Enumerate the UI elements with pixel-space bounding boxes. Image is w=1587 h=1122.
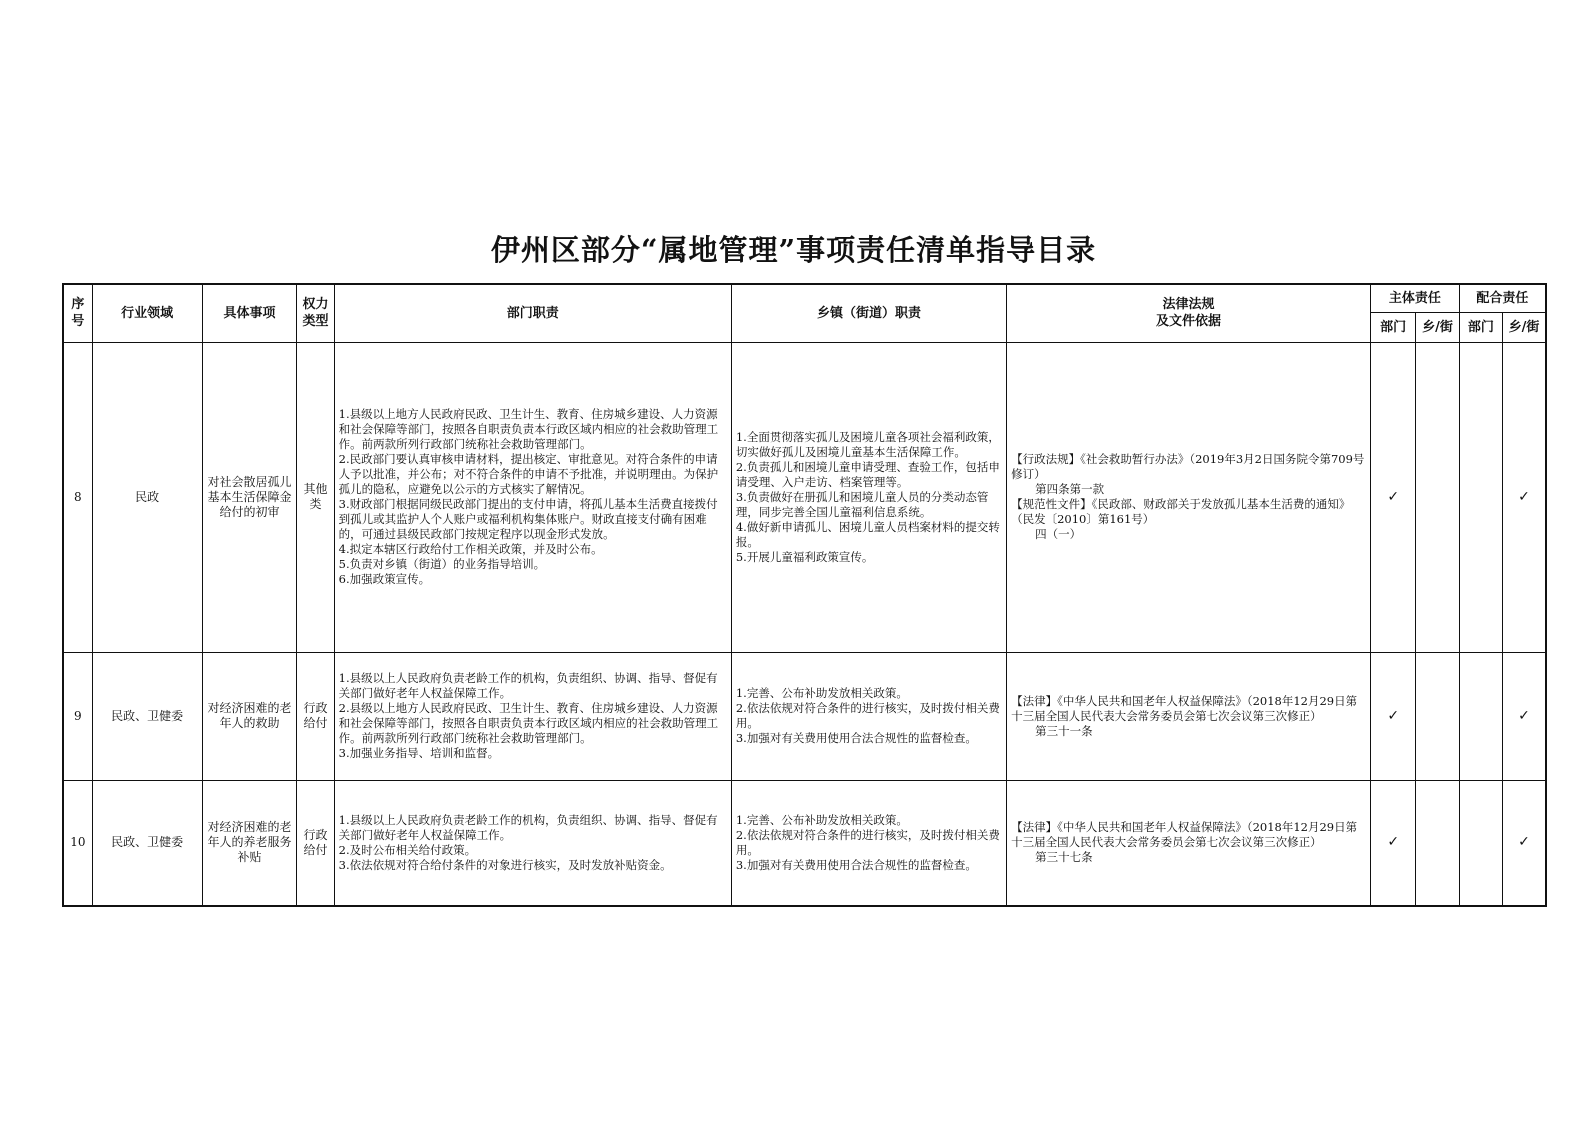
legal-basis-line: 【规范性文件】《民政部、财政部关于发放孤儿基本生活费的通知》（民发〔2010〕第161号） — [1011, 497, 1351, 526]
header-legal-basis — [1007, 284, 1371, 342]
cell-industry: 民政、卫健委 — [92, 780, 202, 906]
cell-town-duty-line: 1.完善、公布补助发放相关政策。 — [735, 686, 908, 700]
cell-legal-basis — [1007, 780, 1371, 906]
cell-seq: 8 — [63, 342, 92, 652]
cell-coop-town-check: ✓ — [1503, 780, 1546, 906]
document-title: 伊州区部分“属地管理”事项责任清单指导目录 — [490, 233, 1097, 267]
cell-dept-duty — [334, 652, 731, 780]
cell-town-duty-line: 3.负责做好在册孤儿和困境儿童人员的分类动态管理，同步完善全国儿童福利信息系统。 — [735, 489, 989, 519]
cell-legal-basis — [1007, 342, 1371, 652]
cell-dept-duty — [334, 342, 731, 652]
cell-town-duty — [731, 342, 1006, 652]
responsibility-table — [62, 283, 1547, 907]
header-town-duty: 乡镇（街道）职责 — [731, 284, 1006, 342]
header-dept-duty: 部门职责 — [334, 284, 731, 342]
header-item: 具体事项 — [202, 284, 297, 342]
legal-basis-line: 【法律】《中华人民共和国老年人权益保障法》（2018年12月29日第十三届全国人民代表大会常务委员会第七次会议第三次修正） — [1011, 820, 1358, 850]
cell-main-town-check — [1416, 652, 1459, 780]
cell-main-town-check — [1416, 342, 1459, 652]
header-coop-dept: 部门 — [1459, 312, 1502, 342]
cell-town-duty-line: 3.加强对有关费用使用合法合规性的监督检查。 — [735, 857, 977, 872]
legal-basis-line: 四（一） — [1035, 527, 1082, 541]
cell-seq: 10 — [63, 780, 92, 906]
header-legal-basis-line1: 法律法规 — [1162, 297, 1215, 313]
cell-item: 对社会散居孤儿基本生活保障金给付的初审 — [202, 342, 297, 652]
legal-basis-line: 【行政法规】《社会救助暂行办法》（2019年3月2日国务院令第709号修订） — [1011, 452, 1365, 481]
cell-dept-duty-line: 3.财政部门根据同级民政部门提出的支付申请，将孤儿基本生活费直接拨付到孤儿或其监护人个人账户或福利机构集体账户。财政直接支付确有困难的，可通过县级民政部门按规定程序以现金形式发放。 — [338, 497, 718, 541]
header-seq: 序号 — [63, 284, 92, 342]
cell-item: 对经济困难的老年人的养老服务补贴 — [202, 780, 297, 906]
cell-dept-duty-line: 3.加强业务指导、培训和监督。 — [338, 746, 500, 760]
header-coop-resp: 配合责任 — [1459, 284, 1546, 312]
cell-industry: 民政、卫健委 — [92, 652, 202, 780]
cell-dept-duty-line: 1.县级以上人民政府负责老龄工作的机构，负责组织、协调、指导、督促有关部门做好老年人权益保障工作。 — [338, 812, 718, 842]
cell-dept-duty-line: 2.民政部门要认真审核申请材料，提出核定、审批意见。对符合条件的申请人予以批准，并公布；对不符合条件的申请不予批准，并说明理由。为保护孤儿的隐私，应避免以公示的方式核实了解情况。 — [338, 452, 719, 496]
header-main-dept: 部门 — [1371, 312, 1416, 342]
cell-dept-duty-line: 3.依法依规对符合给付条件的对象进行核实，及时发放补贴资金。 — [338, 857, 672, 872]
header-power-type: 权力类型 — [297, 284, 334, 342]
table-row — [63, 342, 1546, 652]
cell-town-duty-line: 2.依法依规对符合条件的进行核实，及时拨付相关费用。 — [735, 701, 1000, 730]
cell-dept-duty — [334, 780, 731, 906]
cell-dept-duty-line: 6.加强政策宣传。 — [338, 572, 431, 586]
cell-coop-town-check: ✓ — [1503, 342, 1546, 652]
cell-power-type: 行政给付 — [297, 652, 334, 780]
cell-legal-basis — [1007, 652, 1371, 780]
cell-power-type: 其他类 — [297, 342, 334, 652]
cell-main-town-check — [1416, 780, 1459, 906]
table-row — [63, 780, 1546, 906]
cell-town-duty-line: 4.做好新申请孤儿、困境儿童人员档案材料的提交转报。 — [735, 519, 1000, 549]
table-row — [63, 652, 1546, 780]
cell-industry: 民政 — [92, 342, 202, 652]
header-main-resp: 主体责任 — [1371, 284, 1460, 312]
legal-basis-line: 第三十七条 — [1035, 850, 1093, 865]
legal-basis-line: 第三十一条 — [1035, 723, 1093, 738]
legal-basis-line: 【法律】《中华人民共和国老年人权益保障法》（2018年12月29日第十三届全国人民代表大会常务委员会第七次会议第三次修正） — [1011, 693, 1358, 723]
cell-coop-dept-check — [1459, 780, 1502, 906]
cell-item: 对经济困难的老年人的救助 — [202, 652, 297, 780]
cell-dept-duty-line: 2.及时公布相关给付政策。 — [338, 842, 477, 857]
cell-town-duty-line: 5.开展儿童福利政策宣传。 — [735, 549, 874, 564]
cell-coop-dept-check — [1459, 342, 1502, 652]
cell-dept-duty-line: 1.县级以上地方人民政府民政、卫生计生、教育、住房城乡建设、人力资源和社会保障等部门，按照各自职责负责本行政区域内相应的社会救助管理工作。前两款所列行政部门统称社会救助管理部门。 — [338, 407, 719, 451]
cell-main-dept-check: ✓ — [1371, 652, 1416, 780]
cell-dept-duty-line: 2.县级以上地方人民政府民政、卫生计生、教育、住房城乡建设、人力资源和社会保障等部门，按照各自职责负责本行政区域内相应的社会救助管理工作。前两款所列行政部门统称社会救助管理部门。 — [338, 701, 719, 745]
header-legal-basis-line2: 及文件依据 — [1156, 314, 1222, 330]
cell-power-type: 行政给付 — [297, 780, 334, 906]
cell-coop-dept-check — [1459, 652, 1502, 780]
cell-town-duty-line: 3.加强对有关费用使用合法合规性的监督检查。 — [735, 731, 977, 745]
table-body — [63, 342, 1546, 906]
cell-town-duty-line: 2.依法依规对符合条件的进行核实，及时拨付相关费用。 — [735, 827, 1000, 857]
cell-dept-duty-line: 4.拟定本辖区行政给付工作相关政策，并及时公布。 — [338, 542, 603, 556]
header-industry: 行业领域 — [92, 284, 202, 342]
legal-basis-line: 第四条第一款 — [1035, 482, 1105, 496]
cell-town-duty — [731, 780, 1006, 906]
cell-town-duty-line: 2.负责孤儿和困境儿童申请受理、查验工作，包括申请受理、入户走访、档案管理等。 — [735, 459, 1000, 489]
cell-town-duty-line: 1.完善、公布补助发放相关政策。 — [735, 812, 908, 827]
cell-town-duty-line: 1.全面贯彻落实孤儿及困境儿童各项社会福利政策，切实做好孤儿及困境儿童基本生活保障工作。 — [735, 429, 1000, 459]
cell-dept-duty-line: 5.负责对乡镇（街道）的业务指导培训。 — [338, 557, 546, 571]
header-coop-town: 乡/街 — [1503, 312, 1546, 342]
cell-main-dept-check: ✓ — [1371, 780, 1416, 906]
cell-seq: 9 — [63, 652, 92, 780]
cell-dept-duty-line: 1.县级以上人民政府负责老龄工作的机构，负责组织、协调、指导、督促有关部门做好老年人权益保障工作。 — [338, 671, 718, 700]
cell-main-dept-check: ✓ — [1371, 342, 1416, 652]
header-main-town: 乡/街 — [1416, 312, 1459, 342]
cell-coop-town-check: ✓ — [1503, 652, 1546, 780]
cell-town-duty — [731, 652, 1006, 780]
